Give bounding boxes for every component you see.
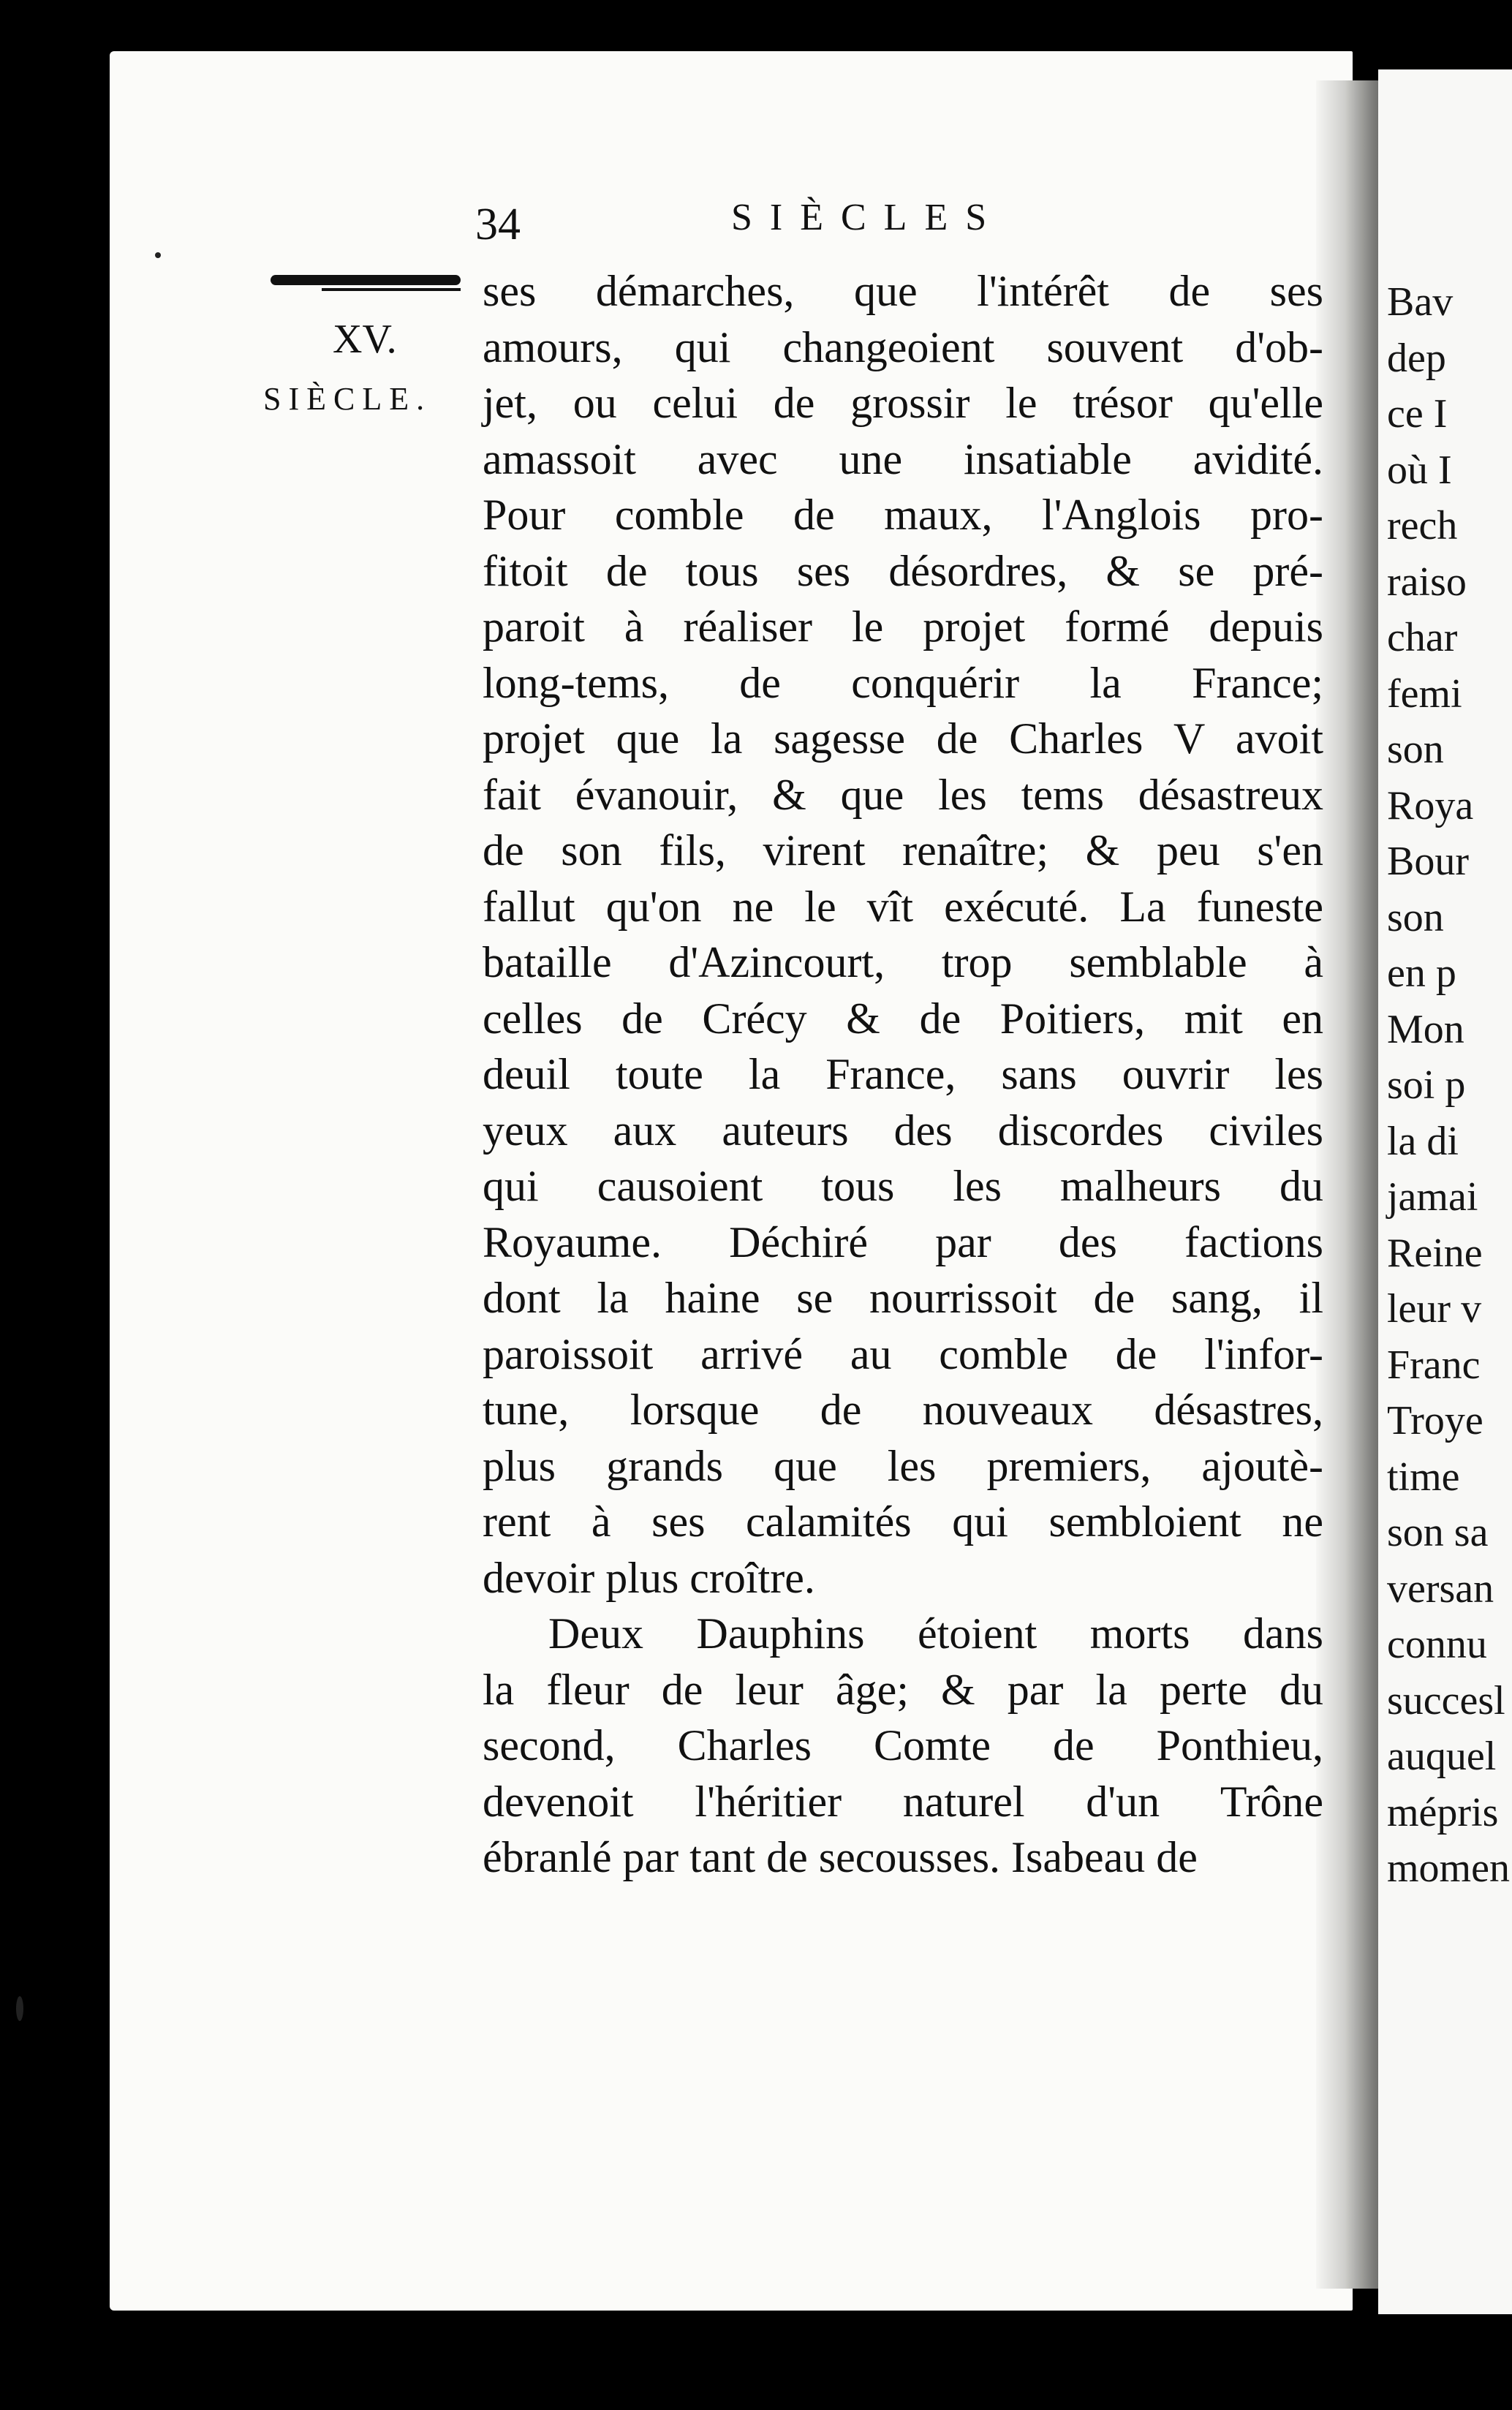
facing-page-line: Roya — [1387, 782, 1474, 828]
facing-page-line: leur v — [1387, 1286, 1482, 1331]
facing-page-line: auquel — [1387, 1734, 1497, 1779]
facing-page-line: succesl — [1387, 1677, 1505, 1723]
facing-page-line: femi — [1387, 671, 1462, 717]
facing-page-line: son — [1387, 727, 1444, 772]
body-text-line: fait évanouir, & que les tems désastreux — [483, 770, 1323, 819]
facing-page-line: rech — [1387, 503, 1458, 548]
body-text-line: rent à ses calamités qui sembloient ne — [483, 1497, 1323, 1546]
body-text-line: paroissoit arrivé au comble de l'infor- — [483, 1329, 1323, 1378]
body-text-line: projet que la sagesse de Charles V avoit — [483, 714, 1323, 763]
body-text-line: tune, lorsque de nouveaux désastres, — [483, 1386, 1323, 1434]
facing-page-line: Reine — [1387, 1230, 1483, 1276]
facing-page-line: son — [1387, 894, 1444, 940]
facing-page-line: versan — [1387, 1565, 1494, 1612]
marginal-century-number: XV. — [333, 317, 397, 362]
body-text-line: fitoit de tous ses désordres, & se pré- — [483, 546, 1323, 595]
body-text-line: amassoit avec une insatiable avidité. — [483, 434, 1323, 483]
marginal-ornament-rule-thin — [322, 288, 461, 291]
facing-page-line: Franc — [1387, 1342, 1481, 1388]
body-text-line: fallut qu'on ne le vît exécuté. La funeste — [483, 882, 1323, 931]
facing-page-line: dep — [1387, 335, 1446, 381]
body-text — [483, 263, 1323, 1886]
facing-page-line: soi p — [1387, 1062, 1466, 1108]
facing-page-line: Troye — [1387, 1398, 1483, 1443]
body-text-line: Deux Dauphins étoient morts dans — [548, 1609, 1323, 1658]
body-text-line: dont la haine se nourrissoit de sang, il — [483, 1274, 1323, 1322]
facing-page-line: connu — [1387, 1622, 1487, 1667]
body-text-line: jet, ou celui de grossir le trésor qu'elle — [483, 379, 1323, 427]
body-text-line: Royaume. Déchiré par des factions — [483, 1217, 1323, 1266]
facing-page-line: ce I — [1387, 391, 1448, 437]
facing-page-line: time — [1387, 1454, 1460, 1500]
running-title: SIÈCLES — [731, 197, 1005, 238]
facing-page-line: où I — [1387, 447, 1452, 493]
body-text-line: la fleur de leur âge; & par la perte du — [483, 1665, 1323, 1714]
facing-page-line: en p — [1387, 951, 1456, 996]
body-text-line: amours, qui changeoient souvent d'ob- — [483, 322, 1323, 371]
facing-page-line: Bour — [1387, 839, 1469, 884]
book-page-right — [1378, 69, 1512, 2314]
facing-page-line: Mon — [1387, 1006, 1464, 1052]
body-text-line: ses démarches, que l'intérêt de ses — [483, 267, 1323, 315]
body-text-line: plus grands que les premiers, ajoutè- — [483, 1441, 1323, 1490]
page-speck — [155, 252, 161, 258]
body-text-line: paroit à réaliser le projet formé depuis — [483, 602, 1323, 651]
marginal-century-word: SIÈCLE. — [263, 381, 432, 417]
facing-page-line: raiso — [1387, 559, 1467, 605]
body-text-line: devenoit l'héritier naturel d'un Trône — [483, 1777, 1323, 1826]
body-text-line: devoir plus croître. — [483, 1553, 815, 1602]
body-text-line: ébranlé par tant de secousses. Isabeau de — [483, 1833, 1198, 1881]
facing-page-line: mépris — [1387, 1789, 1499, 1835]
facing-page-line: la di — [1387, 1118, 1459, 1164]
body-text-line: deuil toute la France, sans ouvrir les — [483, 1050, 1323, 1098]
facing-page-line: momen — [1387, 1846, 1510, 1891]
page-number: 34 — [475, 200, 521, 249]
facing-page-line: char — [1387, 615, 1458, 660]
facing-page-line: Bav — [1387, 279, 1454, 325]
marginal-ornament-rule — [271, 275, 461, 285]
body-text-line: long-tems, de conquérir la France; — [483, 658, 1323, 707]
body-text-line: yeux aux auteurs des discordes civiles — [483, 1106, 1323, 1155]
body-text-line: second, Charles Comte de Ponthieu, — [483, 1721, 1323, 1769]
body-text-line: celles de Crécy & de Poitiers, mit en — [483, 994, 1323, 1043]
body-text-line: bataille d'Azincourt, trop semblable à — [483, 938, 1323, 986]
page-speck — [16, 1996, 23, 2021]
body-text-line: qui causoient tous les malheurs du — [483, 1162, 1323, 1210]
body-text-line: Pour comble de maux, l'Anglois pro- — [483, 491, 1323, 539]
body-text-line: de son fils, virent renaître; & peu s'en — [483, 826, 1323, 875]
facing-page-line: jamai — [1387, 1174, 1478, 1220]
facing-page-line: son sa — [1387, 1510, 1489, 1555]
